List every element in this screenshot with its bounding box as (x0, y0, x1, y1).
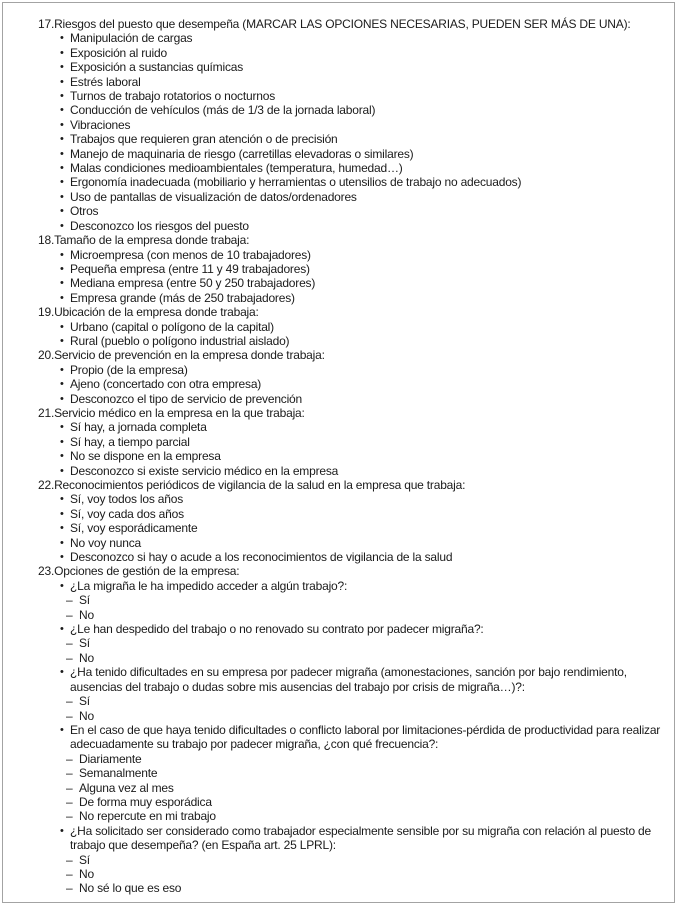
dash-icon: – (66, 650, 73, 665)
question-item (38, 478, 666, 564)
option-text: Exposición a sustancias químicas (70, 60, 244, 75)
bullet-icon: • (60, 75, 64, 88)
dash-icon: – (66, 866, 73, 881)
sub-option-item (66, 867, 666, 881)
question-head (38, 305, 666, 319)
sub-option-item (66, 593, 666, 607)
sub-option-list (60, 853, 666, 896)
option-text: Malas condiciones medioambientales (temperatura, humedad…) (70, 161, 403, 176)
option-list (38, 248, 666, 306)
option-item (60, 521, 666, 535)
option-item (60, 175, 666, 189)
option-item (60, 536, 666, 550)
option-text: Rural (pueblo o polígono industrial aislado) (70, 333, 290, 348)
bullet-icon: • (60, 378, 64, 391)
sub-option-item (66, 752, 666, 766)
question-list (38, 17, 666, 896)
bullet-icon: • (60, 623, 64, 636)
option-item (60, 449, 666, 463)
sub-option-item (66, 766, 666, 780)
bullet-icon: • (60, 363, 64, 376)
question-heading: Reconocimientos periódicos de vigilancia de la salud en la empresa que trabaja: (54, 478, 466, 492)
bullet-icon: • (60, 507, 64, 520)
sub-option-item (66, 651, 666, 665)
question-number: 19. (38, 305, 55, 320)
bullet-icon: • (60, 666, 64, 679)
option-item (60, 161, 666, 175)
bullet-icon: • (60, 824, 64, 837)
dash-icon: – (66, 766, 73, 781)
sub-option-text: No sé lo que es eso (79, 881, 182, 896)
question-heading: Ubicación de la empresa donde trabaja: (54, 305, 259, 320)
bullet-icon: • (60, 90, 64, 103)
question-head (38, 17, 666, 31)
sub-option-text: Sí (79, 636, 90, 651)
sub-option-list (60, 694, 666, 723)
option-text: Ergonomía inadecuada (mobiliario y herramientas o utensilios de trabajo no adecuados) (70, 175, 522, 190)
option-item (60, 334, 666, 348)
sub-option-item (66, 636, 666, 650)
option-text: Estrés laboral (70, 74, 141, 89)
option-item (60, 550, 666, 564)
option-item (60, 363, 666, 377)
option-item (60, 291, 666, 305)
option-text: Desconozco si hay o acude a los reconocimientos de vigilancia de la salud (70, 550, 453, 565)
questionnaire-sheet (2, 2, 675, 903)
dash-icon: – (66, 794, 73, 809)
question-item (38, 564, 666, 895)
option-item (60, 824, 666, 896)
option-item (60, 248, 666, 262)
dash-icon: – (66, 751, 73, 766)
option-item (60, 204, 666, 218)
option-item (60, 320, 666, 334)
bullet-icon: • (60, 162, 64, 175)
option-text: Manipulación de cargas (70, 31, 193, 46)
question-head (38, 233, 666, 247)
bullet-icon: • (60, 291, 64, 304)
question-item (38, 406, 666, 478)
option-text: Sí, voy todos los años (70, 492, 183, 507)
option-text: Propio (de la empresa) (70, 362, 188, 377)
option-text: Uso de pantallas de visualización de datos/ordenadores (70, 189, 357, 204)
dash-icon: – (66, 780, 73, 795)
sub-option-item (66, 781, 666, 795)
dash-icon: – (66, 694, 73, 709)
dash-icon: – (66, 708, 73, 723)
bullet-icon: • (60, 190, 64, 203)
option-text: Trabajos que requieren gran atención o de precisión (70, 132, 338, 147)
bullet-icon: • (60, 320, 64, 333)
option-text: Urbano (capital o polígono de la capital) (70, 319, 274, 334)
sub-option-text: Sí (79, 852, 90, 867)
option-item (60, 492, 666, 506)
question-number: 21. (38, 405, 55, 420)
option-text: Microempresa (con menos de 10 trabajadores) (70, 247, 311, 262)
bullet-icon: • (60, 435, 64, 448)
option-text: En el caso de que haya tenido dificultades o conflicto laboral por limitaciones-pérdida de productividad para realizar adecuadamente su trabajo por padecer migraña, ¿con qué frecuencia?: (70, 722, 661, 752)
option-item (60, 60, 666, 74)
option-item (60, 392, 666, 406)
question-number: 23. (38, 564, 55, 579)
option-list (38, 31, 666, 233)
bullet-icon: • (60, 522, 64, 535)
bullet-icon: • (60, 536, 64, 549)
dash-icon: – (66, 881, 73, 896)
option-item (60, 723, 666, 824)
bullet-icon: • (60, 551, 64, 564)
question-head (38, 406, 666, 420)
option-text: No se dispone en la empresa (70, 449, 221, 464)
dash-icon: – (66, 607, 73, 622)
sub-option-text: No repercute en mi trabajo (79, 809, 216, 824)
sub-option-item (66, 795, 666, 809)
bullet-icon: • (60, 723, 64, 736)
dash-icon: – (66, 593, 73, 608)
option-text: Mediana empresa (entre 50 y 250 trabajadores) (70, 276, 316, 291)
sub-option-list (60, 636, 666, 665)
option-text: Conducción de vehículos (más de 1/3 de la jornada laboral) (70, 103, 376, 118)
dash-icon: – (66, 852, 73, 867)
sub-option-item (66, 881, 666, 895)
option-list (38, 492, 666, 564)
question-heading: Servicio de prevención en la empresa donde trabaja: (54, 348, 325, 363)
sub-option-text: Sí (79, 593, 90, 608)
option-item (60, 464, 666, 478)
option-item (60, 507, 666, 521)
option-item (60, 420, 666, 434)
question-item (38, 17, 666, 233)
bullet-icon: • (60, 579, 64, 592)
option-item (60, 219, 666, 233)
bullet-icon: • (60, 248, 64, 261)
option-item (60, 579, 666, 622)
question-item (38, 348, 666, 406)
sub-option-list (60, 752, 666, 824)
option-item (60, 75, 666, 89)
bullet-icon: • (60, 133, 64, 146)
bullet-icon: • (60, 118, 64, 131)
sub-option-text: Sí (79, 694, 90, 709)
option-item (60, 276, 666, 290)
dash-icon: – (66, 809, 73, 824)
option-text: Exposición al ruido (70, 45, 167, 60)
question-number: 20. (38, 348, 55, 363)
question-item (38, 305, 666, 348)
bullet-icon: • (60, 147, 64, 160)
option-item (60, 118, 666, 132)
sub-option-text: No (79, 708, 94, 723)
bullet-icon: • (60, 262, 64, 275)
bullet-icon: • (60, 176, 64, 189)
option-text: Vibraciones (70, 117, 131, 132)
option-item (60, 622, 666, 665)
question-heading: Riesgos del puesto que desempeña (MARCAR LAS OPCIONES NECESARIAS, PUEDEN SER MÁS DE UNA): (54, 17, 631, 31)
sub-option-item (66, 709, 666, 723)
sub-option-text: No (79, 650, 94, 665)
option-text: Desconozco los riesgos del puesto (70, 218, 249, 233)
bullet-icon: • (60, 421, 64, 434)
question-heading: Tamaño de la empresa donde trabaja: (54, 233, 250, 248)
bullet-icon: • (60, 61, 64, 74)
dash-icon: – (66, 636, 73, 651)
option-text: Sí hay, a tiempo parcial (70, 434, 190, 449)
sub-option-item (66, 809, 666, 823)
option-item (60, 46, 666, 60)
option-text: ¿Ha tenido dificultades en su empresa por padecer migraña (amonestaciones, sanción por bajo rendimiento, ausencias del trabajo o dudas sobre mis ausencias del trabajo por crisis de migraña…)?: (70, 665, 627, 694)
option-text: Sí hay, a jornada completa (70, 420, 207, 435)
question-item (38, 233, 666, 305)
option-text: ¿Le han despedido del trabajo o no renovado su contrato por padecer migraña?: (70, 622, 484, 637)
option-text: Turnos de trabajo rotatorios o nocturnos (70, 89, 276, 104)
question-heading: Servicio médico en la empresa en la que trabaja: (54, 405, 305, 420)
option-item (60, 89, 666, 103)
question-heading: Opciones de gestión de la empresa: (54, 564, 240, 579)
bullet-icon: • (60, 32, 64, 45)
question-head (38, 348, 666, 362)
sub-option-text: No (79, 866, 94, 881)
sub-option-text: Diariamente (79, 751, 142, 766)
option-list (38, 579, 666, 896)
bullet-icon: • (60, 334, 64, 347)
bullet-icon: • (60, 450, 64, 463)
option-text: ¿La migraña le ha impedido acceder a algún trabajo?: (70, 578, 348, 593)
option-item (60, 147, 666, 161)
option-text: Sí, voy cada dos años (70, 506, 184, 521)
bullet-icon: • (60, 277, 64, 290)
question-head (38, 564, 666, 578)
option-text: Desconozco si existe servicio médico en la empresa (70, 463, 339, 478)
sub-option-text: Alguna vez al mes (79, 780, 174, 795)
option-text: Desconozco el tipo de servicio de prevención (70, 391, 303, 406)
option-item (60, 103, 666, 117)
option-text: Otros (70, 204, 99, 219)
question-number: 17. (38, 17, 55, 31)
option-text: No voy nunca (70, 535, 141, 550)
question-number: 22. (38, 478, 55, 492)
sub-option-item (66, 853, 666, 867)
sub-option-text: De forma muy esporádica (79, 794, 212, 809)
sub-option-text: No (79, 607, 94, 622)
option-text: ¿Ha solicitado ser considerado como trabajador especialmente sensible por su migraña con relación al puesto de trabajo que desempeña? (en España art. 25 LPRL): (70, 823, 652, 853)
option-item (60, 262, 666, 276)
option-item (60, 31, 666, 45)
bullet-icon: • (60, 219, 64, 232)
option-item (60, 665, 666, 723)
sub-option-list (60, 593, 666, 622)
option-item (60, 377, 666, 391)
question-number: 18. (38, 233, 55, 248)
option-text: Sí, voy esporádicamente (70, 521, 198, 536)
option-text: Pequeña empresa (entre 11 y 49 trabajadores) (70, 261, 310, 276)
option-text: Ajeno (concertado con otra empresa) (70, 377, 262, 392)
option-text: Empresa grande (más de 250 trabajadores) (70, 290, 295, 305)
bullet-icon: • (60, 464, 64, 477)
sub-option-item (66, 608, 666, 622)
option-item (60, 132, 666, 146)
option-item (60, 435, 666, 449)
option-list (38, 320, 666, 349)
bullet-icon: • (60, 205, 64, 218)
option-list (38, 420, 666, 478)
sub-option-text: Semanalmente (79, 766, 158, 781)
option-item (60, 190, 666, 204)
bullet-icon: • (60, 392, 64, 405)
question-head (38, 478, 666, 492)
option-text: Manejo de maquinaria de riesgo (carretillas elevadoras o similares) (70, 146, 414, 161)
bullet-icon: • (60, 104, 64, 117)
bullet-icon: • (60, 46, 64, 59)
option-list (38, 363, 666, 406)
bullet-icon: • (60, 493, 64, 506)
sub-option-item (66, 694, 666, 708)
